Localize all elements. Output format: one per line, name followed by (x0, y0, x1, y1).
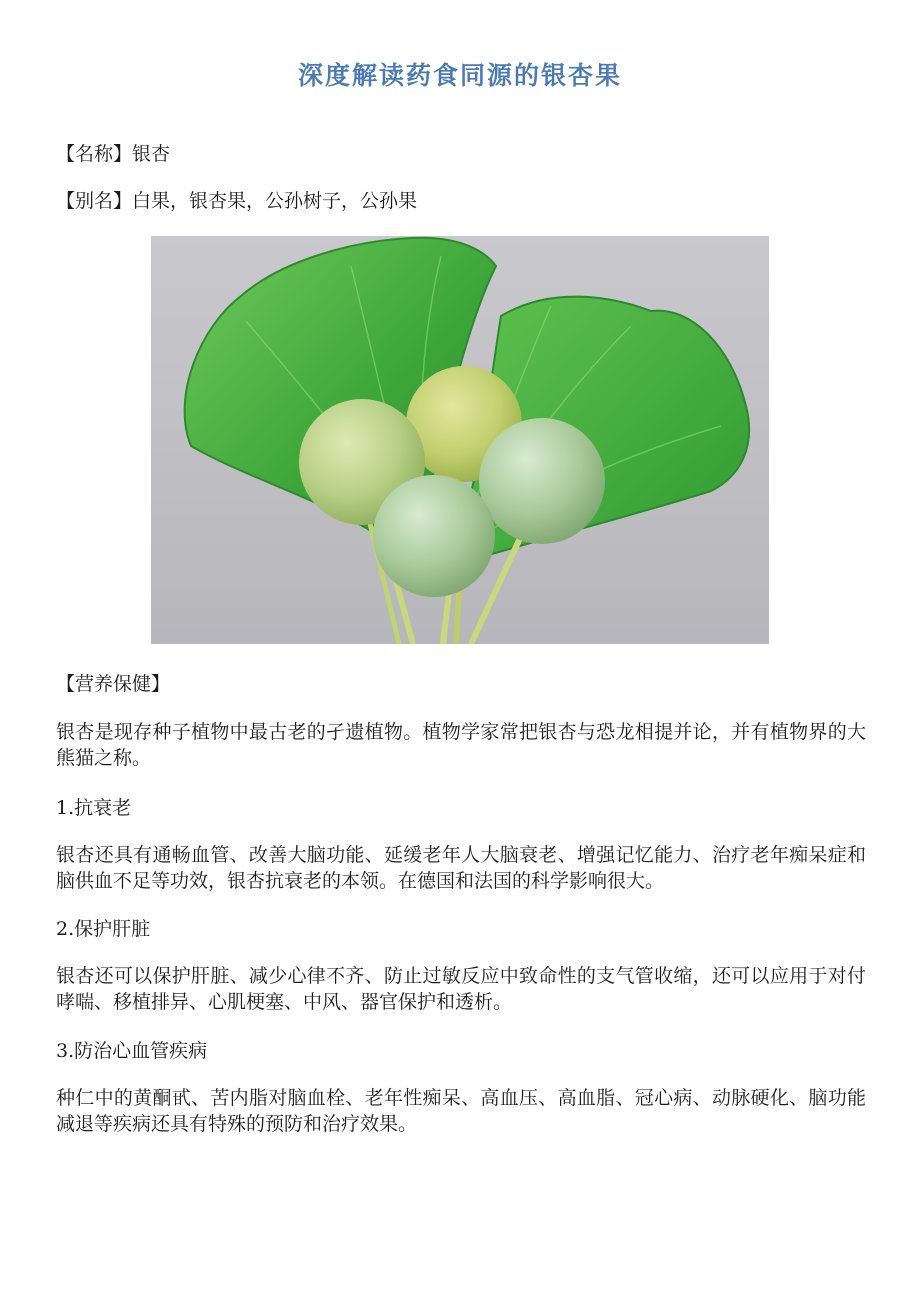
alias-line: 【别名】白果，银杏果，公孙树子，公孙果 (56, 190, 418, 212)
item-heading-1: 1.抗衰老 (56, 797, 132, 819)
intro-paragraph: 银杏是现存种子植物中最古老的孑遗植物。植物学家常把银杏与恐龙相提并论，并有植物界的大熊猫之称。 (56, 721, 866, 769)
ginkgo-photo (151, 236, 769, 644)
document-title: 深度解读药食同源的银杏果 (297, 61, 622, 90)
item-paragraph-2: 银杏还可以保护肝脏、减少心律不齐、防止过敏反应中致命性的支气管收缩，还可以应用于对付哮喘、移植排异、心肌梗塞、中风、器官保护和透析。 (56, 965, 866, 1013)
item-paragraph-3: 种仁中的黄酮甙、苦内脂对脑血栓、老年性痴呆、高血压、高血脂、冠心病、动脉硬化、脑功能减退等疾病还具有特殊的预防和治疗效果。 (56, 1087, 866, 1135)
name-line: 【名称】银杏 (56, 143, 171, 165)
item-paragraph-1: 银杏还具有通畅血管、改善大脑功能、延缓老年人大脑衰老、增强记忆能力、治疗老年痴呆症和脑供血不足等功效，银杏抗衰老的本领。在德国和法国的科学影响很大。 (56, 844, 866, 892)
item-heading-3: 3.防治心血管疾病 (56, 1040, 208, 1062)
section-heading-nutrition: 【营养保健】 (56, 673, 171, 695)
item-heading-2: 2.保护肝脏 (56, 918, 151, 940)
ginkgo-illustration (151, 236, 769, 644)
